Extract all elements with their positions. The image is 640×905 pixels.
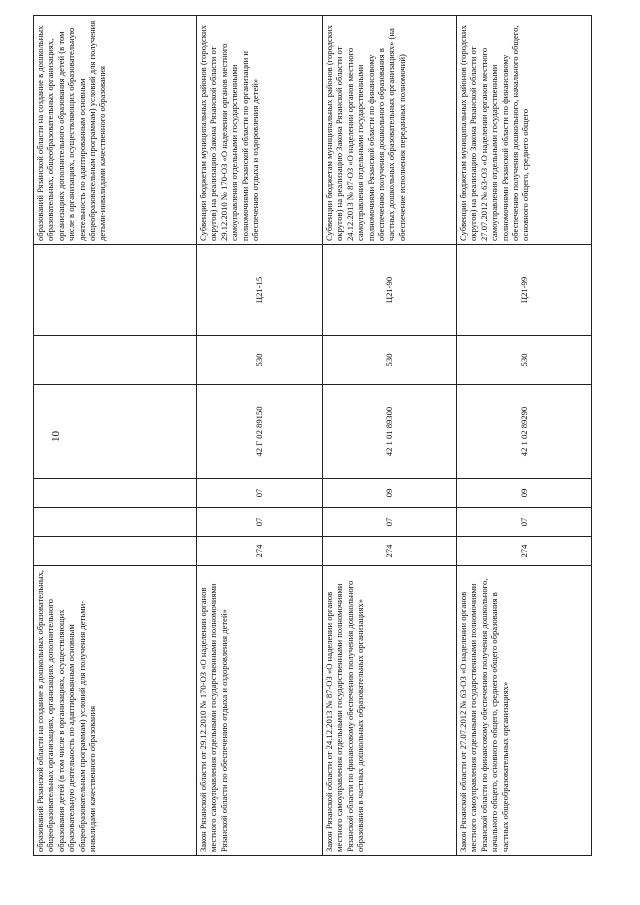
- table-row: [34, 16, 197, 856]
- gr-cell: 274: [197, 537, 323, 566]
- code-cell: Ц21-90: [323, 245, 457, 336]
- csr-cell: 42 Г 02 89150: [197, 385, 323, 479]
- pr-cell: 09: [323, 479, 457, 508]
- description-cell: Субвенции бюджетам муниципальных районов (городских округов) на реализацию Закона Рязанской области от 24.12.2013 № 87-ОЗ «О наделении органов местного самоуправления отдельными государственными полномочиями Рязанской области по финансовому обеспечению получения дошкольного образования в частных дошкольных образовательных организациях» (на обеспечение исполнения переданных полномочий): [323, 16, 457, 245]
- description-cell: Субвенции бюджетам муниципальных районов (городских округов) на реализацию Закона Рязанской области от 27.07.2012 № 63-ОЗ «О наделении органов местного самоуправления отдельными государственными полномочиями Рязанской области по финансовому обеспечению получения дошкольного, начального общего, основного общего, среднего общего: [457, 16, 592, 245]
- law-cell: Закон Рязанской области от 24.12.2013 № 87-ОЗ «О наделении органов местного самоуправления отдельными государственными полномочиями Рязанской области по финансовому обеспечению получения дошкольного образования в частных дошкольных образовательных организациях»: [323, 566, 457, 856]
- rz-cell: 07: [197, 508, 323, 537]
- law-cell: Закон Рязанской области от 27.07.2012 № 63-ОЗ «О наделении органов местного самоуправления отдельными государственными полномочиями Рязанской области по финансовому обеспечению получения дошкольного, начального общего, основного общего, среднего общего образования в частных общеобразовательных организациях»: [457, 566, 592, 856]
- table-row: [197, 16, 323, 856]
- code-cell: Ц21-15: [197, 245, 323, 336]
- code-cell: Ц21-99: [457, 245, 592, 336]
- vr-cell: [34, 336, 197, 385]
- csr-cell: [34, 385, 197, 479]
- pr-cell: [34, 479, 197, 508]
- page-number: 10: [50, 431, 62, 442]
- table-row: [323, 16, 457, 856]
- gr-cell: 274: [457, 537, 592, 566]
- budget-table: [33, 15, 592, 856]
- pr-cell: 09: [457, 479, 592, 508]
- csr-cell: 42 1 02 89290: [457, 385, 592, 479]
- vr-cell: 530: [197, 336, 323, 385]
- law-cell: образований Рязанской области на создание в дошкольных образовательных, общеобразовательных организациях, организациях дополнительного образования детей (в том числе в организациях, осуществляющих образовательную деятельность по адаптированным основным общеобразовательным программам) условий для получения детьми-инвалидами качественного образования: [34, 566, 197, 856]
- table-row: [457, 16, 592, 856]
- gr-cell: [34, 537, 197, 566]
- rotated-table-container: [33, 16, 593, 856]
- pr-cell: 07: [197, 479, 323, 508]
- rz-cell: 07: [457, 508, 592, 537]
- vr-cell: 530: [323, 336, 457, 385]
- csr-cell: 42 1 01 89300: [323, 385, 457, 479]
- rz-cell: 07: [323, 508, 457, 537]
- description-cell: Субвенции бюджетам муниципальных районов (городских округов) на реализацию Закона Рязанской области от 29.12.2010 № 170-ОЗ «О наделении органов местного самоуправления отдельными государственными полномочиями Рязанской области по организации и обеспечению отдыха и оздоровления детей»: [197, 16, 323, 245]
- rz-cell: [34, 508, 197, 537]
- gr-cell: 274: [323, 537, 457, 566]
- law-cell: Закон Рязанской области от 29.12.2010 № 170-ОЗ «О наделении органов местного самоуправления отдельными государственными полномочиями Рязанской области по обеспечению отдыха и оздоровления детей»: [197, 566, 323, 856]
- vr-cell: 530: [457, 336, 592, 385]
- code-cell: [34, 245, 197, 336]
- description-cell: образований Рязанской области на создание в дошкольных образовательных, общеобразовательных организациях, организациях дополнительного образования детей (в том числе в организациях, осуществляющих образовательную деятельность по адаптированным основным общеобразовательным программам) условий для получения детьми-инвалидами качественного образования: [34, 16, 197, 245]
